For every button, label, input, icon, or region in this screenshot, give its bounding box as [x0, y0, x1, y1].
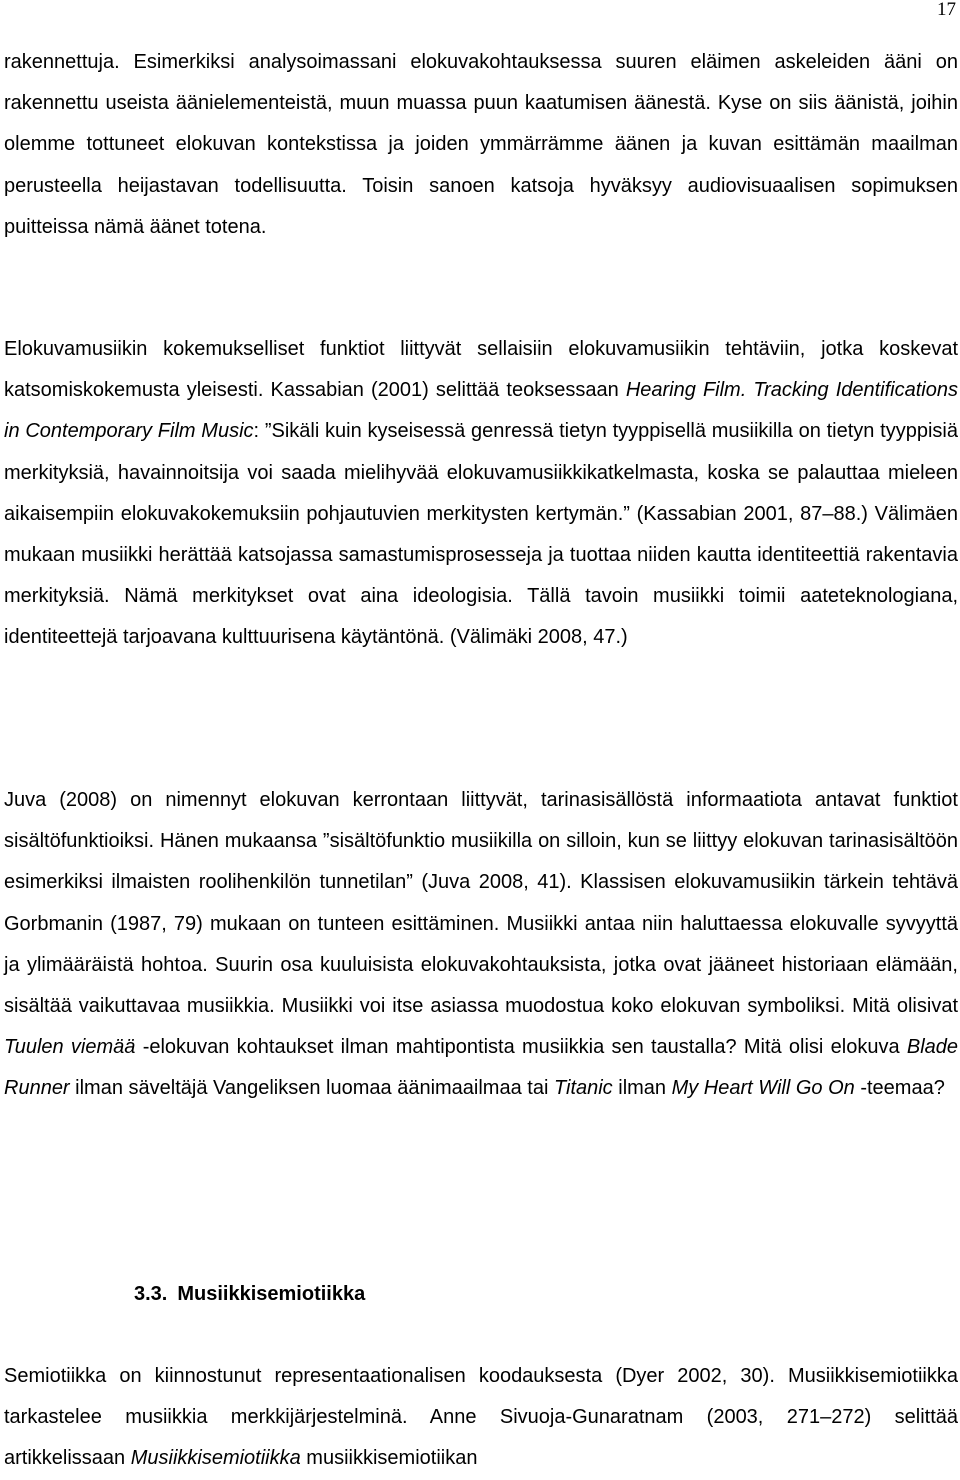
paragraph-sound-elements: rakennettuja. Esimerkiksi analysoimassani elokuvakohtauksessa suuren eläimen askeleiden ääni on rakennettu useista äänielementeistä, muun muassa puun kaatumisen äänestä. Kyse on siis äänistä, joihin olemme tottuneet elokuvan kontekstissa ja joiden ymmärrämme äänen ja kuvan esittämän maailman perusteella heijastavan todellisuutta. Toisin sanoen katsoja hyväksyy audiovisuaalisen sopimuksen puitteissa nämä äänet totena. [4, 51, 958, 238]
text-run: ilman [612, 1077, 672, 1100]
section-title: Musiikkisemiotiikka [177, 1283, 366, 1305]
text-run: Juva (2008) on nimennyt elokuvan kerrontaan liittyvät, tarinasisällöstä informaatiota antavat funktiot sisältöfunktioiksi. Hänen mukaansa ”sisältöfunktio musiikilla on silloin, kun se liittyy elokuvan tarinasisältöön esimerkiksi ilmaisten roolihenkilön tunnetilan” (Juva 2008, 41). Klassisen elokuvamusiikin tärkein tehtävä Gorbmanin (1987, 79) mukaan on tunteen esittäminen. Musiikki antaa niin haluttaessa elokuvalle syvyyttä ja ylimääräistä hohtoa. Suurin osa kuuluisista elokuvakohtauksista, jotka ovat jääneet historiaan elämään, sisältää vaikuttavaa musiikkia. Musiikki voi itse asiassa muodostua koko elokuvan symboliksi. Mitä olisivat [4, 789, 958, 1018]
film-title: Tuulen viemää [4, 1036, 136, 1059]
text-run: -elokuvan kohtaukset ilman mahtipontista musiikkia sen taustalla? Mitä olisi elokuva [135, 1036, 907, 1059]
page-number: 17 [937, 0, 956, 20]
text-run: Semiotiikka on kiinnostunut representaationalisen koodauksesta (Dyer 2002, 30). Musiikkisemiotiikka tarkastelee musiikkia merkkijärjestelminä. Anne Sivuoja-Gunaratnam (2003, 271–272) selittää artikkelissaan [4, 1365, 958, 1470]
article-title: Musiikkisemiotiikka [130, 1447, 301, 1470]
film-title: Blade Runner [4, 1036, 959, 1100]
song-title: My Heart Will Go On [671, 1077, 855, 1100]
text-run: Elokuvamusiikin kokemukselliset funktiot liittyvät sellaisiin elokuvamusiikin tehtäviin, jotka koskevat katsomiskokemusta yleisesti. Kassabian (2001) selittää teoksessaan [4, 338, 958, 402]
paragraph-content-functions [4, 780, 958, 1110]
section-number: 3.3. [134, 1283, 168, 1305]
book-title: Hearing Film. Tracking Identifications in Contemporary Film Music [4, 379, 958, 443]
film-title: Titanic [553, 1077, 613, 1100]
paragraph-semiotics [4, 1356, 958, 1480]
text-run: : ”Sikäli kuin kyseisessä genressä tietyn tyyppisellä musiikilla on tietyn tyyppisiä merkityksiä, havainnoitsija voi saada mielihyvää elokuvamusiikkikatkelmasta, koska se palauttaa mieleen aikaisempiin elokuvakokemuksiin pohjautuvien merkitysten kertymän.” (Kassabian 2001, 87–88.) Välimäen mukaan musiikki herättää katsojassa samastumisprosesseja ja tuottaa niiden kautta identiteettiä rakentavia merkityksiä. Nämä merkitykset ovat aina ideologisia. Tällä tavoin musiikki toimii aateteknologiana, identiteettejä tarjoavana kulttuurisena käytäntönä. (Välimäki 2008, 47.) [4, 420, 958, 649]
text-run: ilman säveltäjä Vangeliksen luomaa äänimaailmaa tai [69, 1077, 554, 1100]
text-run: musiikkisemiotiikan [300, 1447, 478, 1470]
section-heading [134, 1274, 365, 1315]
text-run: -teemaa? [854, 1077, 945, 1100]
paragraph-experiential-functions [4, 329, 958, 659]
